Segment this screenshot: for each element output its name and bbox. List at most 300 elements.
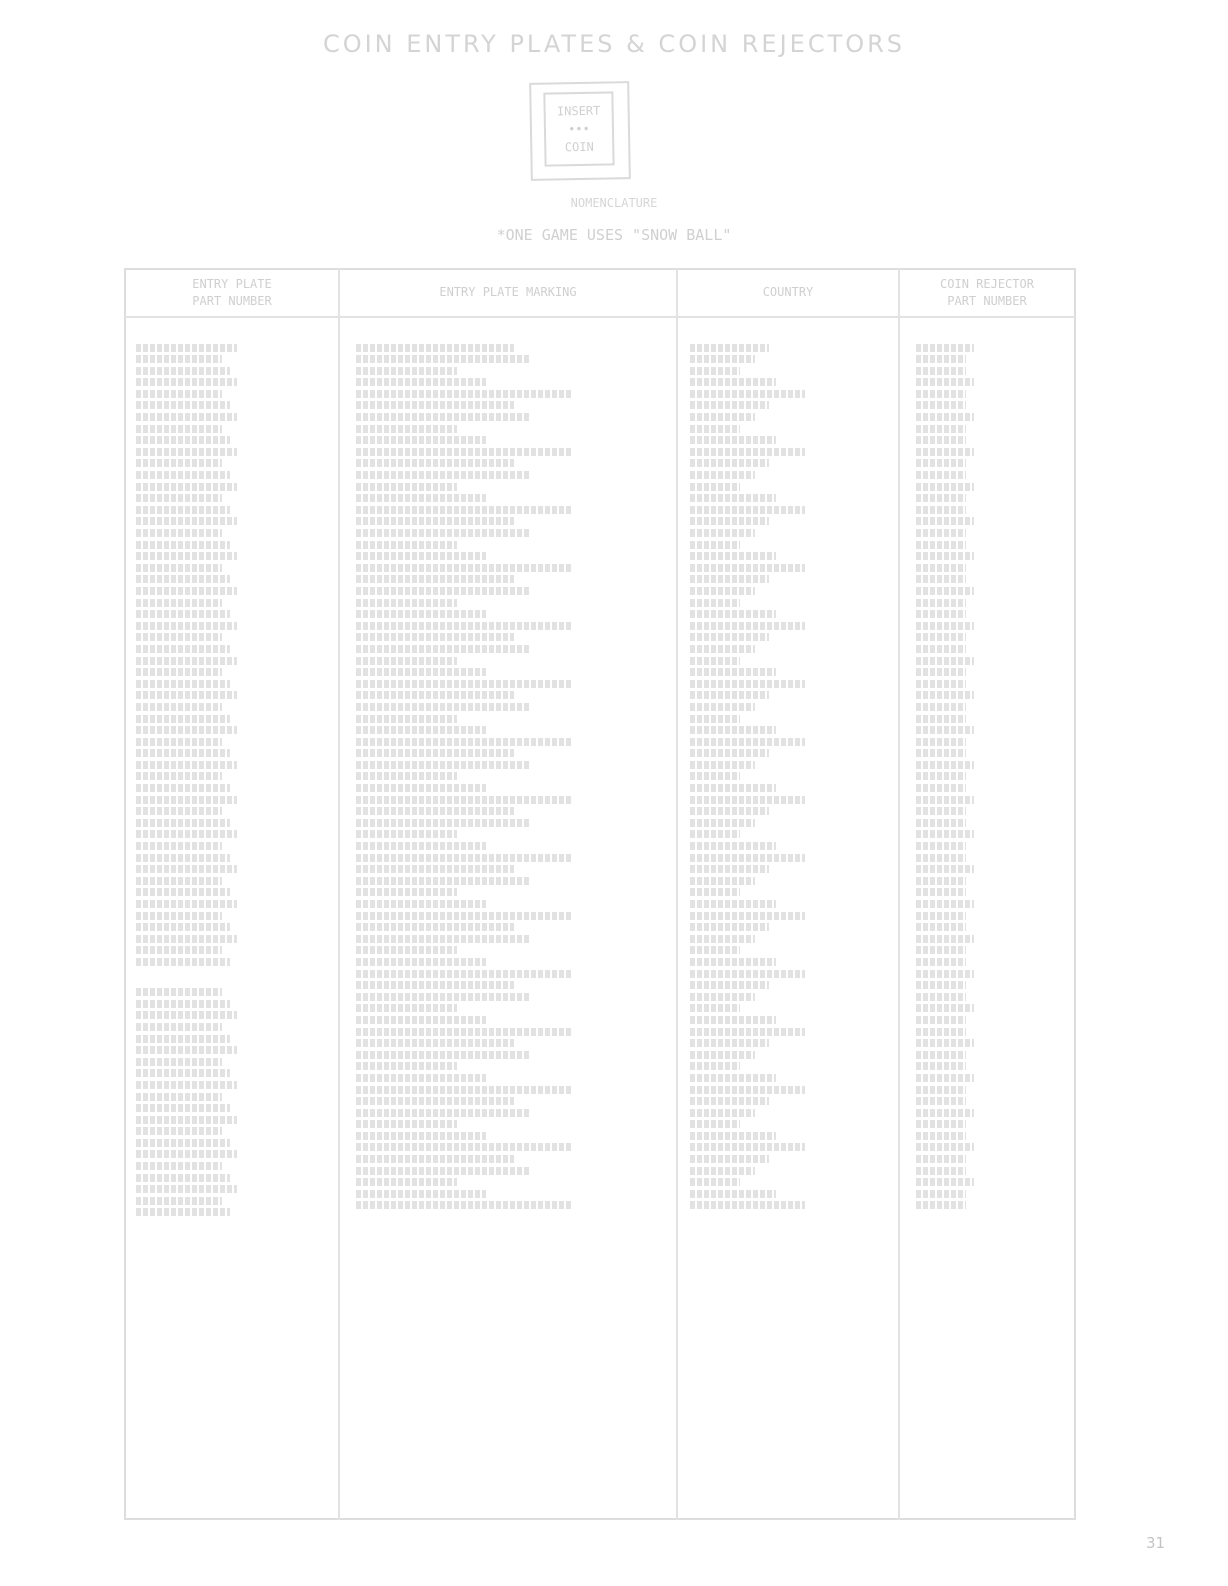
- table-cell-illegible: [690, 1016, 776, 1024]
- table-cell-illegible: [690, 1190, 776, 1198]
- table-cell-illegible: [916, 355, 966, 363]
- table-cell-illegible: [916, 575, 966, 583]
- table-cell-illegible: [136, 448, 237, 456]
- header-country: COUNTRY: [762, 285, 814, 299]
- table-cell-illegible: [356, 610, 486, 618]
- table-cell-illegible: [690, 425, 740, 433]
- table-cell-illegible: [136, 1058, 222, 1066]
- table-cell-illegible: [916, 1039, 974, 1047]
- table-cell-illegible: [916, 344, 974, 352]
- table-cell-illegible: [136, 575, 230, 583]
- table-cell-illegible: [916, 807, 966, 815]
- table-cell-illegible: [356, 1143, 572, 1151]
- table-cell-illegible: [916, 401, 966, 409]
- column-divider: [338, 268, 340, 1520]
- table-cell-illegible: [916, 506, 966, 514]
- table-cell-illegible: [136, 459, 222, 467]
- table-cell-illegible: [356, 772, 457, 780]
- table-cell-illegible: [356, 425, 457, 433]
- table-cell-illegible: [690, 541, 740, 549]
- table-cell-illegible: [356, 900, 486, 908]
- table-cell-illegible: [690, 471, 755, 479]
- table-cell-illegible: [916, 923, 966, 931]
- table-cell-illegible: [690, 657, 740, 665]
- table-cell-illegible: [916, 981, 966, 989]
- table-cell-illegible: [356, 1051, 529, 1059]
- table-cell-illegible: [136, 1127, 222, 1135]
- table-cell-illegible: [916, 1109, 974, 1117]
- table-cell-illegible: [916, 888, 966, 896]
- table-cell-illegible: [136, 552, 237, 560]
- table-cell-illegible: [356, 471, 529, 479]
- table-cell-illegible: [136, 483, 237, 491]
- table-cell-illegible: [690, 378, 776, 386]
- table-cell-illegible: [136, 988, 222, 996]
- table-cell-illegible: [916, 738, 966, 746]
- table-cell-illegible: [136, 541, 230, 549]
- table-cell-illegible: [690, 830, 740, 838]
- table-cell-illegible: [356, 865, 514, 873]
- table-cell-illegible: [356, 888, 457, 896]
- rejector-part-number-column: [916, 340, 996, 1213]
- table-cell-illegible: [690, 575, 769, 583]
- table-cell-illegible: [690, 355, 755, 363]
- table-cell-illegible: [356, 1155, 514, 1163]
- table-cell-illegible: [356, 459, 514, 467]
- table-cell-illegible: [916, 367, 966, 375]
- table-cell-illegible: [690, 981, 769, 989]
- table-cell-illegible: [356, 657, 457, 665]
- coin-entry-plate-illustration: [529, 81, 631, 181]
- table-cell-illegible: [136, 738, 222, 746]
- table-cell-illegible: [356, 1190, 486, 1198]
- table-cell-illegible: [690, 401, 769, 409]
- table-cell-illegible: [690, 494, 776, 502]
- table-cell-illegible: [356, 1097, 514, 1105]
- table-cell-illegible: [916, 1004, 974, 1012]
- table-cell-illegible: [136, 668, 222, 676]
- table-cell-illegible: [356, 633, 514, 641]
- table-cell-illegible: [916, 749, 966, 757]
- table-cell-illegible: [916, 796, 974, 804]
- table-cell-illegible: [136, 923, 230, 931]
- table-cell-illegible: [136, 703, 222, 711]
- table-cell-illegible: [916, 413, 974, 421]
- table-cell-illegible: [916, 1143, 974, 1151]
- table-cell-illegible: [690, 413, 755, 421]
- table-cell-illegible: [356, 529, 529, 537]
- table-cell-illegible: [916, 1062, 966, 1070]
- table-cell-illegible: [356, 1004, 457, 1012]
- table-cell-illegible: [690, 344, 769, 352]
- table-cell-illegible: [690, 900, 776, 908]
- table-cell-illegible: [136, 877, 222, 885]
- table-cell-illegible: [690, 796, 805, 804]
- table-cell-illegible: [916, 610, 966, 618]
- page-title: COIN ENTRY PLATES & COIN REJECTORS: [322, 30, 906, 58]
- table-cell-illegible: [690, 842, 776, 850]
- table-cell-illegible: [356, 622, 572, 630]
- table-cell-illegible: [690, 772, 740, 780]
- table-cell-illegible: [136, 1139, 230, 1147]
- table-cell-illegible: [690, 819, 755, 827]
- page-number: 31: [1146, 1534, 1166, 1552]
- table-cell-illegible: [690, 1074, 776, 1082]
- table-cell-illegible: [356, 761, 529, 769]
- table-cell-illegible: [136, 1000, 230, 1008]
- table-cell-illegible: [690, 715, 740, 723]
- table-cell-illegible: [136, 401, 230, 409]
- table-cell-illegible: [136, 622, 237, 630]
- table-cell-illegible: [690, 1039, 769, 1047]
- table-cell-illegible: [356, 483, 457, 491]
- table-cell-illegible: [356, 1039, 514, 1047]
- table-cell-illegible: [916, 726, 974, 734]
- table-cell-illegible: [916, 854, 966, 862]
- table-cell-illegible: [356, 599, 457, 607]
- table-cell-illegible: [136, 761, 237, 769]
- table-cell-illegible: [136, 854, 230, 862]
- table-cell-illegible: [356, 436, 486, 444]
- table-cell-illegible: [690, 1143, 805, 1151]
- table-cell-illegible: [916, 715, 966, 723]
- table-cell-illegible: [690, 1028, 805, 1036]
- table-cell-illegible: [690, 935, 755, 943]
- table-cell-illegible: [356, 344, 514, 352]
- table-cell-illegible: [916, 877, 966, 885]
- table-cell-illegible: [916, 587, 974, 595]
- table-cell-illegible: [916, 912, 966, 920]
- table-cell-illegible: [136, 888, 230, 896]
- table-cell-illegible: [690, 703, 755, 711]
- table-cell-illegible: [916, 436, 966, 444]
- column-divider: [898, 268, 900, 1520]
- illustration-caption: NOMENCLATURE: [570, 196, 658, 210]
- table-cell-illegible: [916, 784, 966, 792]
- table-cell-illegible: [690, 854, 805, 862]
- table-cell-illegible: [916, 691, 974, 699]
- table-cell-illegible: [136, 1116, 237, 1124]
- table-cell-illegible: [916, 1086, 966, 1094]
- table-cell-illegible: [356, 680, 572, 688]
- table-cell-illegible: [690, 1132, 776, 1140]
- table-cell-illegible: [356, 691, 514, 699]
- table-cell-illegible: [356, 923, 514, 931]
- table-cell-illegible: [916, 900, 974, 908]
- table-cell-illegible: [136, 378, 237, 386]
- table-cell-illegible: [136, 1093, 222, 1101]
- table-cell-illegible: [136, 807, 222, 815]
- table-cell-illegible: [690, 1178, 740, 1186]
- table-cell-illegible: [916, 842, 966, 850]
- table-cell-illegible: [916, 935, 974, 943]
- table-cell-illegible: [136, 946, 222, 954]
- table-cell-illegible: [690, 610, 776, 618]
- table-cell-illegible: [916, 378, 974, 386]
- table-cell-illegible: [356, 506, 572, 514]
- table-cell-illegible: [916, 1097, 966, 1105]
- table-cell-illegible: [690, 1004, 740, 1012]
- table-cell-illegible: [690, 749, 769, 757]
- table-cell-illegible: [690, 390, 805, 398]
- table-cell-illegible: [136, 436, 230, 444]
- table-cell-illegible: [356, 587, 529, 595]
- part-number-column: [136, 340, 286, 1220]
- table-cell-illegible: [356, 842, 486, 850]
- table-cell-illegible: [356, 819, 529, 827]
- table-cell-illegible: [136, 772, 222, 780]
- table-cell-illegible: [136, 1011, 237, 1019]
- table-cell-illegible: [356, 1028, 572, 1036]
- table-cell-illegible: [690, 680, 805, 688]
- table-cell-illegible: [136, 865, 237, 873]
- table-cell-illegible: [136, 680, 230, 688]
- table-cell-illegible: [690, 633, 769, 641]
- table-cell-illegible: [916, 564, 966, 572]
- table-cell-illegible: [356, 830, 457, 838]
- table-cell-illegible: [136, 784, 230, 792]
- table-cell-illegible: [690, 1120, 740, 1128]
- table-cell-illegible: [690, 1167, 755, 1175]
- table-cell-illegible: [136, 1197, 222, 1205]
- table-cell-illegible: [356, 946, 457, 954]
- table-cell-illegible: [136, 344, 237, 352]
- table-cell-illegible: [690, 599, 740, 607]
- table-cell-illegible: [136, 425, 222, 433]
- table-cell-illegible: [690, 587, 755, 595]
- table-cell-illegible: [690, 761, 755, 769]
- table-cell-illegible: [356, 564, 572, 572]
- table-cell-illegible: [916, 830, 974, 838]
- table-cell-illegible: [136, 726, 237, 734]
- table-cell-illegible: [356, 738, 572, 746]
- table-cell-illegible: [356, 1016, 486, 1024]
- table-cell-illegible: [916, 657, 974, 665]
- illustration-note: *ONE GAME USES "SNOW BALL": [496, 226, 732, 244]
- table-cell-illegible: [356, 715, 457, 723]
- table-cell-illegible: [356, 912, 572, 920]
- table-cell-illegible: [916, 1074, 974, 1082]
- table-cell-illegible: [356, 552, 486, 560]
- table-cell-illegible: [356, 935, 529, 943]
- table-cell-illegible: [690, 1109, 755, 1117]
- table-cell-illegible: [916, 993, 966, 1001]
- table-cell-illegible: [356, 413, 529, 421]
- table-cell-illegible: [916, 552, 974, 560]
- table-cell-illegible: [136, 1185, 237, 1193]
- table-cell-illegible: [136, 715, 230, 723]
- table-cell-illegible: [356, 958, 486, 966]
- table-cell-illegible: [136, 691, 237, 699]
- table-cell-illegible: [136, 912, 222, 920]
- table-cell-illegible: [356, 970, 572, 978]
- table-cell-illegible: [356, 981, 514, 989]
- table-cell-illegible: [690, 1097, 769, 1105]
- country-column: [690, 340, 890, 1213]
- table-cell-illegible: [136, 1104, 230, 1112]
- table-cell-illegible: [136, 529, 222, 537]
- table-cell-illegible: [916, 1178, 974, 1186]
- insert-coin-label: [543, 91, 614, 166]
- table-cell-illegible: [916, 1190, 966, 1198]
- table-cell-illegible: [916, 958, 966, 966]
- table-cell-illegible: [690, 645, 755, 653]
- header-coin-rejector-part-number: COIN REJECTOR PART NUMBER: [940, 277, 1034, 308]
- table-cell-illegible: [690, 448, 805, 456]
- table-cell-illegible: [916, 1155, 966, 1163]
- header-entry-plate-part-number: ENTRY PLATE PART NUMBER: [192, 277, 272, 308]
- table-cell-illegible: [690, 993, 755, 1001]
- header-entry-plate-marking: ENTRY PLATE MARKING: [439, 285, 577, 299]
- table-cell-illegible: [916, 1167, 966, 1175]
- table-cell-illegible: [690, 367, 740, 375]
- table-cell-illegible: [916, 448, 974, 456]
- table-cell-illegible: [356, 993, 529, 1001]
- table-cell-illegible: [356, 1109, 529, 1117]
- table-cell-illegible: [136, 1174, 230, 1182]
- table-cell-illegible: [356, 784, 486, 792]
- table-cell-illegible: [690, 1062, 740, 1070]
- table-cell-illegible: [356, 726, 486, 734]
- table-cell-illegible: [690, 1155, 769, 1163]
- table-cell-illegible: [356, 541, 457, 549]
- table-cell-illegible: [690, 888, 740, 896]
- table-cell-illegible: [136, 390, 222, 398]
- table-cell-illegible: [356, 1062, 457, 1070]
- table-cell-illegible: [356, 668, 486, 676]
- table-cell-illegible: [356, 355, 529, 363]
- table-cell-illegible: [356, 517, 514, 525]
- table-cell-illegible: [916, 459, 966, 467]
- table-cell-illegible: [356, 448, 572, 456]
- table-cell-illegible: [916, 529, 966, 537]
- table-cell-illegible: [690, 691, 769, 699]
- table-cell-illegible: [136, 1208, 230, 1216]
- table-cell-illegible: [916, 633, 966, 641]
- insert-line-2: •••: [568, 121, 590, 137]
- table-cell-illegible: [136, 494, 222, 502]
- table-cell-illegible: [136, 900, 237, 908]
- table-cell-illegible: [690, 1201, 805, 1209]
- table-cell-illegible: [136, 830, 237, 838]
- table-cell-illegible: [356, 1120, 457, 1128]
- table-cell-illegible: [690, 912, 805, 920]
- table-cell-illegible: [356, 807, 514, 815]
- table-cell-illegible: [690, 738, 805, 746]
- table-cell-illegible: [136, 935, 237, 943]
- table-cell-illegible: [916, 622, 974, 630]
- table-cell-illegible: [136, 1023, 222, 1031]
- table-cell-illegible: [916, 970, 974, 978]
- table-cell-illegible: [356, 1178, 457, 1186]
- table-cell-illegible: [136, 367, 230, 375]
- table-cell-illegible: [916, 599, 966, 607]
- table-cell-illegible: [356, 494, 486, 502]
- table-cell-illegible: [916, 761, 974, 769]
- table-cell-illegible: [690, 564, 805, 572]
- table-cell-illegible: [136, 1069, 230, 1077]
- table-cell-illegible: [356, 367, 457, 375]
- table-cell-illegible: [916, 1016, 966, 1024]
- table-cell-illegible: [136, 657, 237, 665]
- column-divider: [676, 268, 678, 1520]
- table-cell-illegible: [690, 1051, 755, 1059]
- table-cell-illegible: [690, 877, 755, 885]
- table-cell-illegible: [136, 645, 230, 653]
- table-cell-illegible: [136, 355, 222, 363]
- table-cell-illegible: [356, 1201, 572, 1209]
- table-cell-illegible: [356, 703, 529, 711]
- table-cell-illegible: [356, 645, 529, 653]
- table-cell-illegible: [690, 946, 740, 954]
- table-cell-illegible: [356, 796, 572, 804]
- table-cell-illegible: [136, 587, 237, 595]
- insert-line-1: INSERT: [556, 103, 601, 119]
- table-cell-illegible: [136, 633, 222, 641]
- table-cell-illegible: [690, 970, 805, 978]
- table-cell-illegible: [916, 517, 974, 525]
- table-cell-illegible: [690, 483, 740, 491]
- table-cell-illegible: [356, 390, 572, 398]
- table-cell-illegible: [690, 865, 769, 873]
- table-cell-illegible: [690, 958, 776, 966]
- table-cell-illegible: [916, 946, 966, 954]
- table-cell-illegible: [136, 610, 230, 618]
- table-cell-illegible: [136, 413, 237, 421]
- table-cell-illegible: [690, 552, 776, 560]
- table-row-gap: [136, 970, 286, 985]
- table-cell-illegible: [136, 749, 230, 757]
- table-cell-illegible: [690, 436, 776, 444]
- table-cell-illegible: [136, 517, 237, 525]
- table-cell-illegible: [356, 1132, 486, 1140]
- table-cell-illegible: [916, 390, 966, 398]
- table-cell-illegible: [916, 541, 966, 549]
- table-cell-illegible: [916, 1028, 966, 1036]
- table-cell-illegible: [690, 459, 769, 467]
- table-cell-illegible: [916, 1201, 966, 1209]
- table-cell-illegible: [356, 401, 514, 409]
- table-cell-illegible: [136, 1081, 237, 1089]
- table-cell-illegible: [916, 425, 966, 433]
- table-cell-illegible: [690, 923, 769, 931]
- table-cell-illegible: [136, 1035, 230, 1043]
- table-cell-illegible: [690, 807, 769, 815]
- table-cell-illegible: [916, 645, 966, 653]
- table-cell-illegible: [356, 1074, 486, 1082]
- table-cell-illegible: [136, 796, 237, 804]
- table-cell-illegible: [690, 506, 805, 514]
- table-cell-illegible: [136, 1046, 237, 1054]
- table-cell-illegible: [916, 483, 974, 491]
- table-cell-illegible: [916, 1132, 966, 1140]
- table-cell-illegible: [690, 517, 769, 525]
- table-cell-illegible: [690, 726, 776, 734]
- table-cell-illegible: [690, 622, 805, 630]
- insert-line-3: COIN: [564, 139, 594, 155]
- table-cell-illegible: [356, 575, 514, 583]
- table-cell-illegible: [356, 749, 514, 757]
- table-cell-illegible: [136, 471, 230, 479]
- table-cell-illegible: [356, 378, 486, 386]
- table-cell-illegible: [916, 703, 966, 711]
- header-divider: [124, 316, 1076, 318]
- table-cell-illegible: [136, 599, 222, 607]
- table-cell-illegible: [136, 1162, 222, 1170]
- table-cell-illegible: [916, 865, 974, 873]
- table-cell-illegible: [916, 494, 966, 502]
- table-cell-illegible: [356, 1167, 529, 1175]
